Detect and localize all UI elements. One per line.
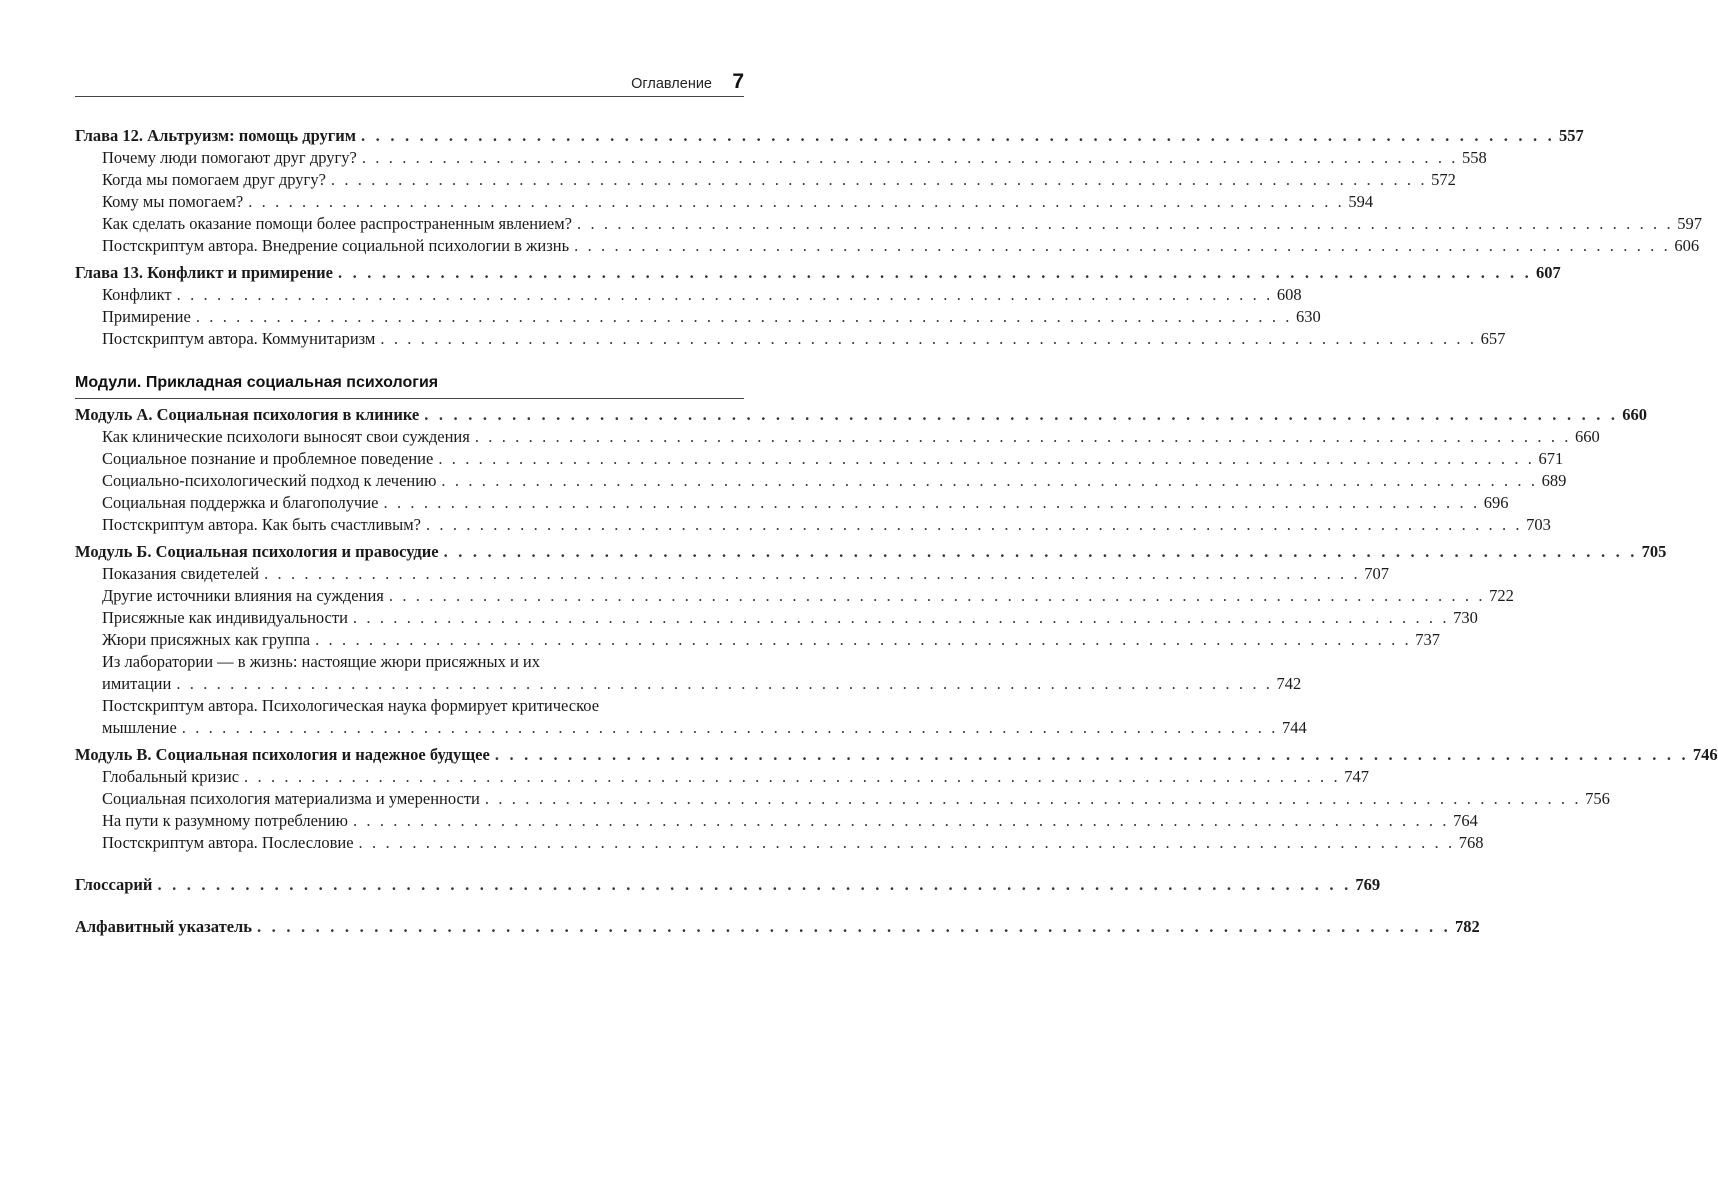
table-of-contents [75,120,1718,938]
leader-dots: . . . . . . . . . . . . . . . . . . . . . . . . . . . . . . . . . . . . . . . . . . . . . . . . . . . . . . . . . . . . . . . . . . . . . . . . . . . . . . . . . . [443,542,1638,561]
toc-entry[interactable] [75,514,1551,536]
leader-dots: . . . . . . . . . . . . . . . . . . . . . . . . . . . . . . . . . . . . . . . . . . . . . . . . . . . . . . . . . . . . . . . . . . . . . . . . . . . . . . . . . . [181,718,1278,737]
toc-entry-label: Социальная психология материализма и умеренности [102,788,485,810]
toc-entry-chapter-12[interactable] [75,125,1584,147]
toc-entry-label: Постскриптум автора. Коммунитаризм [102,328,380,350]
running-head [75,70,744,97]
toc-entry-page: 769 [1351,874,1380,896]
toc-entry[interactable] [75,629,1441,651]
leader-dots: . . . . . . . . . . . . . . . . . . . . . . . . . . . . . . . . . . . . . . . . . . . . . . . . . . . . . . . . . . . . . . . . . . . . . . . . . . . . . . . . . . [358,833,1455,852]
toc-entry-page: 737 [1411,629,1440,651]
leader-dots: . . . . . . . . . . . . . . . . . . . . . . . . . . . . . . . . . . . . . . . . . . . . . . . . . . . . . . . . . . . . . . . . . . . . . . . . . . . . . . . . . . [176,285,1273,304]
toc-entry[interactable] [75,585,1514,607]
leader-dots: . . . . . . . . . . . . . . . . . . . . . . . . . . . . . . . . . . . . . . . . . . . . . . . . . . . . . . . . . . . . . . . . . . . . . . . . . . . . . . . . . . [352,811,1450,830]
spacer [75,854,744,868]
toc-entry[interactable] [75,328,1506,350]
toc-entry-label: На пути к разумному потреблению [102,810,353,832]
toc-entry-label: Примирение [102,306,196,328]
toc-entry-page: 557 [1555,125,1584,147]
toc-entry-page: 608 [1273,284,1302,306]
toc-entry-page: 722 [1485,585,1514,607]
toc-entry-page: 597 [1673,213,1702,235]
toc-entry-wrapped-line1[interactable]: Из лаборатории — в жизнь: настоящие жюри присяжных и их [102,652,540,671]
toc-entry-page: 744 [1278,717,1307,739]
toc-entry-label: Постскриптум автора. Послесловие [102,832,359,854]
toc-entry-label: Конфликт [102,284,177,306]
toc-entry-label: Другие источники влияния на суждения [102,585,389,607]
toc-entry-label: Постскриптум автора. Как быть счастливым? [102,514,426,536]
spacer [75,896,744,910]
toc-entry-page: 782 [1451,916,1480,938]
leader-dots: . . . . . . . . . . . . . . . . . . . . . . . . . . . . . . . . . . . . . . . . . . . . . . . . . . . . . . . . . . . . . . . . . . . . . . . . . . . . . . . . . . [438,449,1535,468]
toc-entry-page: 558 [1458,147,1487,169]
leader-dots: . . . . . . . . . . . . . . . . . . . . . . . . . . . . . . . . . . . . . . . . . . . . . . . . . . . . . . . . . . . . . . . . . . . . . . . . . . . . . . . . . . [330,170,1428,189]
running-head-title: Оглавление [631,76,712,92]
toc-entry-page: 705 [1638,541,1667,563]
leader-dots: . . . . . . . . . . . . . . . . . . . . . . . . . . . . . . . . . . . . . . . . . . . . . . . . . . . . . . . . . . . . . . . . . . . . . . . . . . . . . . . . . . [474,427,1572,446]
toc-entry-page: 756 [1581,788,1610,810]
toc-entry-label: Почему люди помогают друг другу? [102,147,362,169]
leader-dots: . . . . . . . . . . . . . . . . . . . . . . . . . . . . . . . . . . . . . . . . . . . . . . . . . . . . . . . . . . . . . . . . . . . . . . . . . . . . . . . . . . [338,263,1532,282]
toc-entry-label: Жюри присяжных как группа [102,629,315,651]
toc-group-chapter-13 [75,262,1561,350]
toc-entry-page: 746 [1689,744,1718,766]
toc-entry-page: 606 [1670,235,1699,257]
toc-entry-label: Присяжные как индивидуальности [102,607,353,629]
toc-entry[interactable] [75,492,1509,514]
modules-heading: Модули. Прикладная социальная психология [75,374,439,391]
toc-entry[interactable] [75,426,1600,448]
leader-dots: . . . . . . . . . . . . . . . . . . . . . . . . . . . . . . . . . . . . . . . . . . . . . . . . . . . . . . . . . . . . . . . . . . . . . . . . . . . . . . . . . . [361,126,1555,145]
leader-dots: . . . . . . . . . . . . . . . . . . . . . . . . . . . . . . . . . . . . . . . . . . . . . . . . . . . . . . . . . . . . . . . . . . . . . . . . . . . . . . . . . . [315,630,1412,649]
toc-entry-page: 742 [1273,673,1302,695]
toc-entry-wrapped-line1[interactable]: Постскриптум автора. Психологическая наука формирует критическое [102,696,600,715]
toc-group-module-v [75,744,1718,854]
toc-entry-label: Социальная поддержка и благополучие [102,492,384,514]
toc-entry-module-a[interactable] [75,404,1647,426]
toc-entry[interactable] [75,788,1610,810]
toc-entry[interactable] [75,766,1369,788]
leader-dots: . . . . . . . . . . . . . . . . . . . . . . . . . . . . . . . . . . . . . . . . . . . . . . . . . . . . . . . . . . . . . . . . . . . . . . . . . . . . . . . . . . [264,564,1361,583]
toc-entry-label: Модуль В. Социальная психология и надежное будущее [75,744,495,766]
toc-entry-label: Кому мы помогаем? [102,191,248,213]
leader-dots: . . . . . . . . . . . . . . . . . . . . . . . . . . . . . . . . . . . . . . . . . . . . . . . . . . . . . . . . . . . . . . . . . . . . . . . . . . . . . . . . . . [425,515,1523,534]
toc-entry-index[interactable] [75,916,1480,938]
toc-entry-label: Когда мы помогаем друг другу? [102,169,331,191]
toc-entry[interactable] [75,169,1456,191]
leader-dots: . . . . . . . . . . . . . . . . . . . . . . . . . . . . . . . . . . . . . . . . . . . . . . . . . . . . . . . . . . . . . . . . . . . . . . . . . . . . . . . . . . [248,192,1345,211]
toc-entry-module-v[interactable] [75,744,1718,766]
toc-entry-label: Глобальный кризис [102,766,244,788]
toc-entry-label: Глава 13. Конфликт и примирение [75,262,338,284]
leader-dots: . . . . . . . . . . . . . . . . . . . . . . . . . . . . . . . . . . . . . . . . . . . . . . . . . . . . . . . . . . . . . . . . . . . . . . . . . . . . . . . . . . [494,745,1689,764]
leader-dots: . . . . . . . . . . . . . . . . . . . . . . . . . . . . . . . . . . . . . . . . . . . . . . . . . . . . . . . . . . . . . . . . . . . . . . . . . . . . . . . . . . [424,405,1619,424]
toc-group-chapter-12 [75,125,1702,257]
toc-entry-label: Социальное познание и проблемное поведение [102,448,438,470]
toc-group-module-a [75,404,1647,536]
toc-entry-label: Показания свидетелей [102,563,264,585]
toc-entry-wrapped-line2[interactable] [75,673,1302,695]
toc-entry[interactable] [75,448,1564,470]
toc-entry-glossary[interactable] [75,874,1381,896]
toc-entry[interactable] [75,284,1302,306]
toc-entry-label: имитации [102,673,176,695]
toc-entry[interactable] [75,563,1389,585]
toc-entry-page: 707 [1360,563,1389,585]
toc-entry-label: Как клинические психологи выносят свои суждения [102,426,475,448]
toc-entry-label: Постскриптум автора. Внедрение социальной психологии в жизнь [102,235,574,257]
toc-entry-label: мышление [102,717,182,739]
toc-entry-page: 630 [1292,306,1321,328]
toc-entry[interactable] [75,470,1567,492]
toc-entry[interactable] [75,607,1478,629]
toc-entry-page: 594 [1344,191,1373,213]
leader-dots: . . . . . . . . . . . . . . . . . . . . . . . . . . . . . . . . . . . . . . . . . . . . . . . . . . . . . . . . . . . . . . . . . . . . . . . . . . . . . . . . . . [176,674,1273,693]
leader-dots: . . . . . . . . . . . . . . . . . . . . . . . . . . . . . . . . . . . . . . . . . . . . . . . . . . . . . . . . . . . . . . . . . . . . . . . . . . . . . . . . . . [195,307,1293,326]
toc-entry-page: 660 [1618,404,1647,426]
toc-entry[interactable] [75,832,1484,854]
section-divider [75,398,744,399]
toc-entry-page: 689 [1538,470,1567,492]
leader-dots: . . . . . . . . . . . . . . . . . . . . . . . . . . . . . . . . . . . . . . . . . . . . . . . . . . . . . . . . . . . . . . . . . . . . . . . . . . . . . . . . . . [388,586,1486,605]
toc-entry-page: 703 [1522,514,1551,536]
toc-entry-label: Глава 12. Альтруизм: помощь другим [75,125,361,147]
toc-entry-page: 607 [1532,262,1561,284]
toc-entry-page: 768 [1455,832,1484,854]
toc-entry[interactable] [75,235,1700,257]
toc-entry[interactable] [75,191,1374,213]
toc-entry[interactable] [75,213,1702,235]
leader-dots: . . . . . . . . . . . . . . . . . . . . . . . . . . . . . . . . . . . . . . . . . . . . . . . . . . . . . . . . . . . . . . . . . . . . . . . . . . . . . . . . . . [244,767,1341,786]
leader-dots: . . . . . . . . . . . . . . . . . . . . . . . . . . . . . . . . . . . . . . . . . . . . . . . . . . . . . . . . . . . . . . . . . . . . . . . . . . . . . . . . . . [577,214,1674,233]
toc-entry-page: 747 [1340,766,1369,788]
toc-entry-page: 730 [1449,607,1478,629]
toc-entry-label: Глоссарий [75,874,157,896]
toc-entry-label: Алфавитный указатель [75,916,257,938]
running-head-page-number: 7 [732,70,744,93]
leader-dots: . . . . . . . . . . . . . . . . . . . . . . . . . . . . . . . . . . . . . . . . . . . . . . . . . . . . . . . . . . . . . . . . . . . . . . . . . . . . . . . . . . [383,493,1480,512]
toc-entry-page: 572 [1427,169,1456,191]
toc-entry-page: 764 [1449,810,1478,832]
toc-entry[interactable] [75,147,1487,169]
toc-entry-page: 696 [1480,492,1509,514]
toc-entry-wrapped-line2[interactable] [75,717,1307,739]
toc-entry[interactable] [75,810,1478,832]
leader-dots: . . . . . . . . . . . . . . . . . . . . . . . . . . . . . . . . . . . . . . . . . . . . . . . . . . . . . . . . . . . . . . . . . . . . . . . . . . . . . . . . . . [441,471,1538,490]
toc-entry-label: Как сделать оказание помощи более распространенным явлением? [102,213,577,235]
toc-entry-label: Социально-психологический подход к лечению [102,470,441,492]
leader-dots: . . . . . . . . . . . . . . . . . . . . . . . . . . . . . . . . . . . . . . . . . . . . . . . . . . . . . . . . . . . . . . . . . . . . . . . . . . . . . . . . . . [574,236,1671,255]
toc-entry-page: 660 [1571,426,1600,448]
leader-dots: . . . . . . . . . . . . . . . . . . . . . . . . . . . . . . . . . . . . . . . . . . . . . . . . . . . . . . . . . . . . . . . . . . . . . . . . . . . . . . . . . . [361,148,1459,167]
toc-entry-page: 657 [1477,328,1506,350]
toc-entry-chapter-13[interactable] [75,262,1561,284]
toc-entry-module-b[interactable] [75,541,1667,563]
leader-dots: . . . . . . . . . . . . . . . . . . . . . . . . . . . . . . . . . . . . . . . . . . . . . . . . . . . . . . . . . . . . . . . . . . . . . . . . . . . . . . . . . . [380,329,1477,348]
leader-dots: . . . . . . . . . . . . . . . . . . . . . . . . . . . . . . . . . . . . . . . . . . . . . . . . . . . . . . . . . . . . . . . . . . . . . . . . . . . . . . . . . . [352,608,1450,627]
leader-dots: . . . . . . . . . . . . . . . . . . . . . . . . . . . . . . . . . . . . . . . . . . . . . . . . . . . . . . . . . . . . . . . . . . . . . . . . . . . . . . . . . . [157,875,1352,894]
leader-dots: . . . . . . . . . . . . . . . . . . . . . . . . . . . . . . . . . . . . . . . . . . . . . . . . . . . . . . . . . . . . . . . . . . . . . . . . . . . . . . . . . . [257,917,1451,936]
toc-entry[interactable] [75,306,1321,328]
toc-entry-label: Модуль Б. Социальная психология и правосудие [75,541,444,563]
leader-dots: . . . . . . . . . . . . . . . . . . . . . . . . . . . . . . . . . . . . . . . . . . . . . . . . . . . . . . . . . . . . . . . . . . . . . . . . . . . . . . . . . . [484,789,1582,808]
toc-entry-label: Модуль А. Социальная психология в клинике [75,404,424,426]
toc-group-module-b [75,541,1667,739]
toc-entry-page: 671 [1535,448,1564,470]
